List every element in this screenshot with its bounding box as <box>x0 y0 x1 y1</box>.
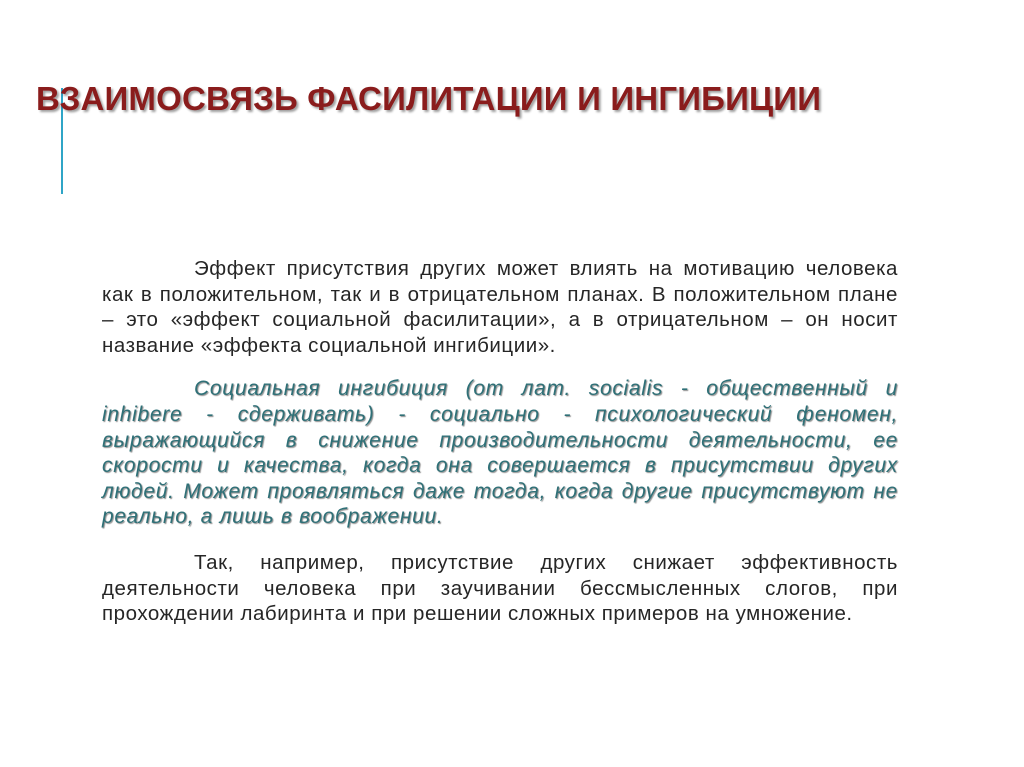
paragraph-example: Так, например, присутствие других снижает эффективность деятельности человека при заучивании бессмысленных слогов, при прохождении лабиринта и при решении сложных примеров на умножение. <box>102 550 898 626</box>
slide-body <box>102 256 898 627</box>
slide-title: ВЗАИМОСВЯЗЬ ФАСИЛИТАЦИИ И ИНГИБИЦИИ <box>36 80 822 117</box>
paragraph-presence-effect: Эффект присутствия других может влиять на мотивацию человека как в положительном, так и в отрицательном планах. В положительном плане – это «эффект социальной фасилитации», а в отрицательном – он носит название «эффекта социальной ингибиции». <box>102 257 898 357</box>
paragraph-inhibition-definition: Социальная ингибиция (от лат. socialis - общественный и inhibere - сдерживать) - социально - психологический феномен, выражающийся в снижение производительности деятельности, ее скорости и качества, когда она совершается в присутствии других людей. Может проявляться даже тогда, когда другие присутствуют не реально, а лишь в воображении. <box>102 377 898 529</box>
